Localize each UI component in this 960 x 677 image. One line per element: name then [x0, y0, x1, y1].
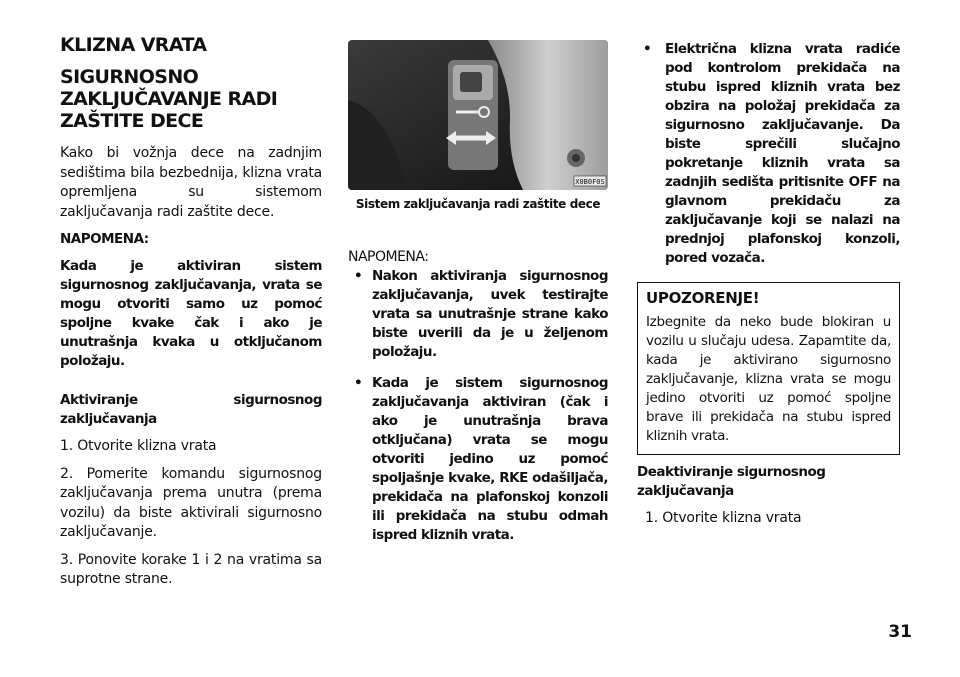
power-door-bullet-list [637, 40, 900, 268]
subsection-title-line-2: ZAKLJUČAVANJE RADI [60, 88, 278, 110]
photo-caption: Sistem zaključavanja radi zaštite dece [355, 197, 601, 211]
bullet-icon: • [643, 41, 652, 57]
note-bullet-list [348, 267, 608, 545]
warning-box [637, 282, 900, 455]
warning-text: Izbegnite da neko bude blokiran u vozilu u slučaju udesa. Zapamtite da, kada je aktivirano sigurnosno zaključavanje, klizna vrata se mogu jedino otvoriti uz pomoć spoljne brave ili prekidača na stubu ispred kliznih vrata. [646, 314, 891, 444]
middle-column [348, 40, 608, 545]
power-door-bullet [637, 40, 900, 268]
note-bullet-2-text: Kada je sistem sigurnosnog zaključavanja aktiviran (čak i ako je unutrašnja brava otključana) vrata se mogu otvoriti jedino uz pomoć spoljašnje kvake, RKE odašiljača, prekidača na plafonskoj konzoli ili prekidača na stubu odmah ispred kliznih vrata. [372, 375, 608, 543]
right-column [637, 40, 900, 529]
subsection-title-line-1: SIGURNOSNO [60, 66, 199, 88]
image-code: X0B0F0S [575, 178, 605, 186]
note-label: NAPOMENA: [60, 231, 149, 247]
note-bullet-2 [348, 374, 608, 545]
deactivation-heading: Deaktiviranje sigurnosnog zaključavanja [637, 464, 826, 499]
bullet-icon: • [354, 268, 363, 284]
section-title: KLIZNA VRATA [60, 34, 207, 56]
intro-paragraph: Kako bi vožnja dece na zadnjim sedištima bila bezbednija, klizna vrata opremljena su sistemom zaključavanja radi zaštite dece. [60, 145, 322, 220]
note-bullet-1 [348, 267, 608, 362]
activation-step-2: 2. Pomerite komandu sigurnosnog zaključavanja prema unutra (prema vozilu) da biste aktivirali sigurnosno zaključavanje. [60, 465, 322, 540]
activation-heading: Aktiviranje sigurnosnog zaključavanja [60, 392, 322, 427]
note-bullet-1-text: Nakon aktiviranja sigurnosnog zaključavanja, uvek testirajte vrata sa unutrašnje strane kako biste uverili da je u željenom položaju. [372, 268, 608, 360]
page-number: 31 [888, 622, 912, 642]
warning-title: UPOZORENJE! [646, 289, 760, 307]
note-label-2: NAPOMENA: [348, 249, 429, 265]
bullet-icon: • [354, 375, 363, 391]
child-lock-photo [348, 40, 608, 190]
activation-step-3: 3. Ponovite korake 1 i 2 na vratima sa suprotne strane. [60, 551, 322, 587]
power-door-bullet-text: Električna klizna vrata radiće pod kontrolom prekidača na stubu ispred kliznih vrata bez obzira na položaj prekidača za sigurnosno zaključavanje. Da biste sprečili slučajno pokretanje kliznih vrata sa zadnjih sedišta pritisnite OFF na glavnom prekidaču za zaključavanje koji se nalazi na prednjoj plafonskoj konzoli, pored vozača. [665, 41, 900, 266]
subsection-title-line-3: ZAŠTITE DECE [60, 110, 204, 132]
left-column [60, 34, 322, 590]
deactivation-step-1: 1. Otvorite klizna vrata [645, 510, 802, 526]
subsection-title [60, 66, 322, 132]
activation-step-1: 1. Otvorite klizna vrata [60, 438, 217, 454]
note-text: Kada je aktiviran sistem sigurnosnog zaključavanja, vrata se mogu otvoriti samo uz pomoć spoljne kvake čak i ako je unutrašnja kvaka u otključanom položaju. [60, 258, 322, 369]
child-lock-illustration [348, 40, 608, 190]
